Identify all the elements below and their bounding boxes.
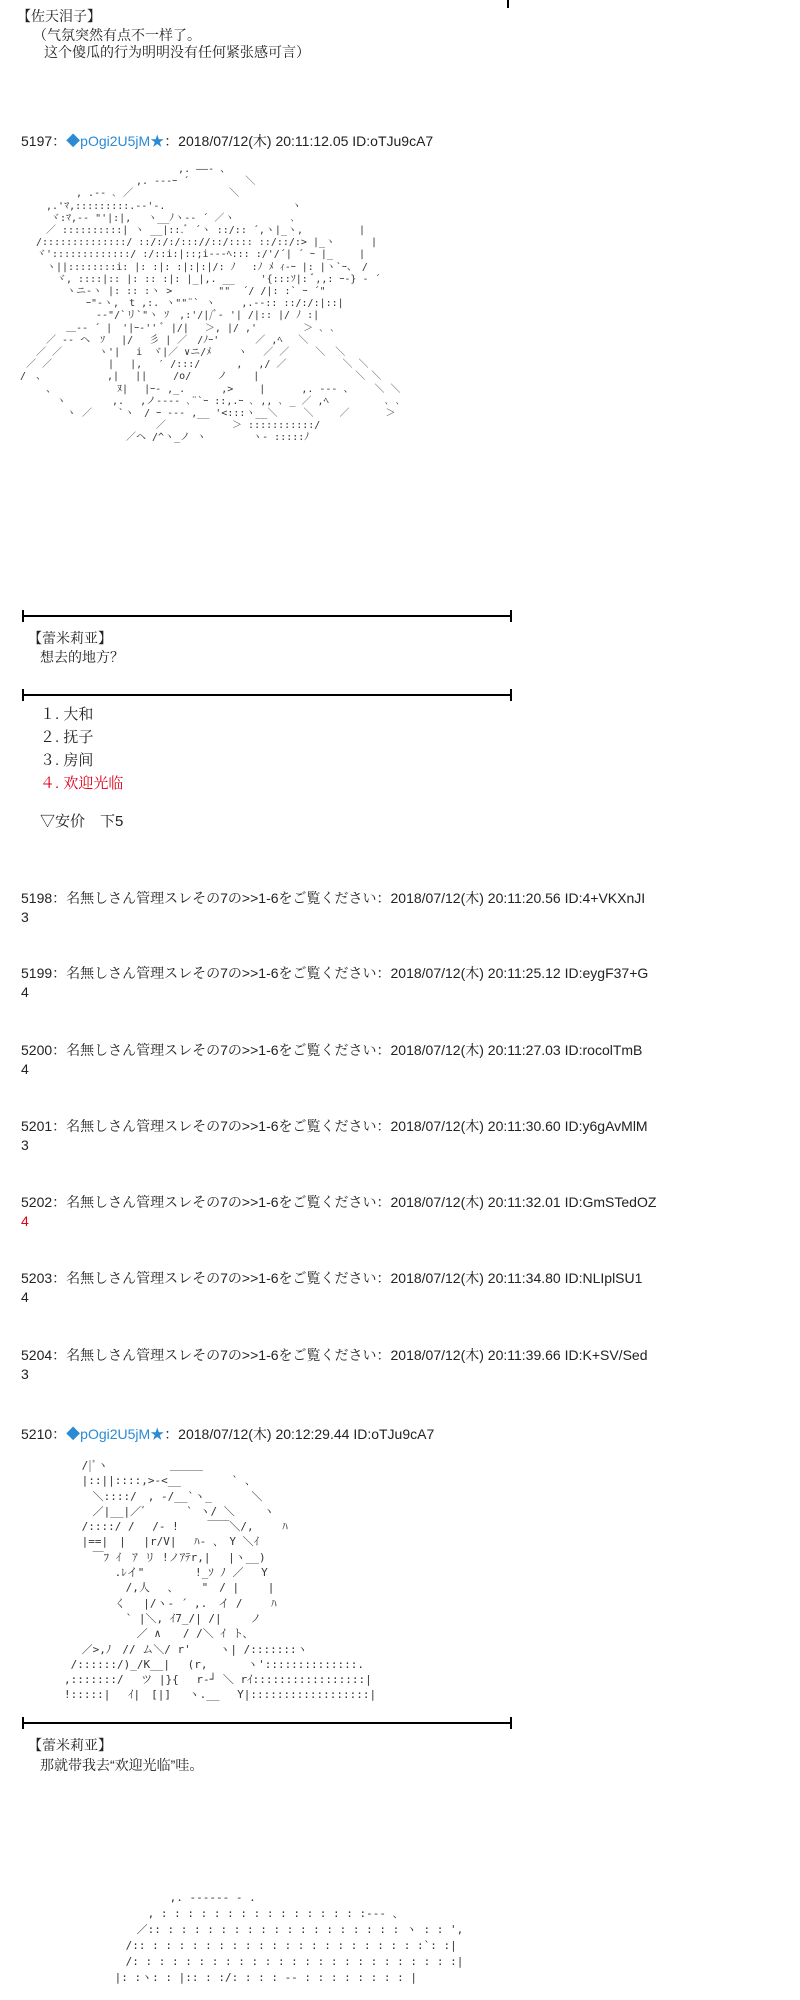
post-meta: ：2018/07/12(木) 20:11:12.05 ID:oTJu9cA7	[164, 133, 434, 149]
reply-header: 5203：名無しさん管理スレその7の>>1-6をご覧ください：2018/07/12(木) 20:11:34.80 ID:NLIplSU1	[21, 1270, 643, 1286]
divider	[22, 694, 510, 696]
choice-item: ２. 抚子	[40, 729, 94, 746]
ascii-art: ,. --‐‐‐‐ - . , : : : : : : : : : : : : : : : :‐‐‐ 、 ／:: : : : : : : : : : : : : : : : : : : ヽ : : ', /:: : : : : : : : : : : : : : : : : : : : : :`: :| /: : : : : : : : : : : : : : : : : : : : : : : : :| |: :ヽ: : |:: : :/: : : : ‐‐ : : : : : : : : |	[114, 1891, 464, 1984]
choice-item: ３. 房间	[40, 752, 94, 769]
speaker-name: 【蕾米莉亚】	[28, 630, 112, 646]
poster-name[interactable]: ◆pOgi2U5jM	[66, 1426, 151, 1442]
poster-name[interactable]: ◆pOgi2U5jM	[66, 133, 151, 149]
reply-body: 4	[21, 1213, 29, 1229]
dialogue-line: 那就带我去“欢迎光临”哇。	[40, 1757, 204, 1773]
ascii-art: /|ﾞヽ ＿＿＿ |::||::::,>‐<__ ` 、 ＼::::/ , -/__`ヽ_ ＼ ／|__|／ﾞ ` ヽ/ ＼ ヽ /::::/ / /‐ ! ￣￣＼/, ﾊ |==| | |r/V| ﾊ‐ 、 Y ＼ｲ ￣ﾌ ｲ ｱ リ !ノｱﾃr,| |ヽ__) .ﾚイ" !_ｿ ﾉ ／ Y /,人 、 " / | | く |/ヽ‐ ´ ,. イ / ﾊ ` |＼, ｲ7_/| /| ノ ／ ∧ / /＼ ｲ ト、 ／>,ﾉ // ム＼/ r' ヽ| /:::::::ヽ /::::::/)_/K__| (r, ヽ'::::::::::::::. ,:::::::/ ツ |}{ r‐┘ ＼ rｲ:::::::::::::::::| !:::::| ｲ| [|] ヽ.__ Y|::::::::::::::::::|	[63, 1459, 377, 1702]
ascii-art: ,. ——- 、 ,. ‐‐‐ｰ ´ ＼ , .-‐ ､ ／ ＼ ,.'ﾏ,:::::::::.-‐'-. ヽ ヾ:ﾏ,-‐ "'|:|, ヽ__ﾉヽ-‐ ´ ／ヽ ､ ／ ::::::::::| ヽ __|::.ﾞ ´ヽ ::/:: ´,ヽ|_ヽ, | /::::::::::::::/ ::/:/:/::://::/:::: ::/::/:> |_ヽ | ヾ':::::::::::::/ :/::i:|::;i-‐‐ﾍ::: :/'/´| ´ ｰ |_ | ヽ||::::::::i: |: :|: :|:|:|/: ﾉ :ﾉ ﾒ ｨ‐ｰ |: |ヽ`ｰ、 / ヾ, ::::|:: |: :: :|: |_|,. __ '{:::ｿ|: ﾞ,,: ｰ-} - ´ ヽニ-ヽ |: :: :ヽ > "" ´/ /|: :` ｰ ´" ｰ"-ヽ, t ,:. ヽ""¨` ヽ ,.-‐:: ::/:/:|::| -‐"/`リ`"ヽ ｿ ,:'/|/ﾞ‐ '| /|:: |/ ﾉ :| ＿-‐ ´ | '|ｰ‐'' ﾞ |/| ＞, |/ ,' ＞ ､ ､ ／ -‐ ヘ ｿ |/ 彡 | ／ /ﾉｰ' ／ ,ﾍ ＼ ／ ／ ヽ'| i ヾ|／ ∨ニ/ﾒ ヽ ／ ／ ＼ ＼ ／ ／ | |, ′ /:::/ , ,/ ／ ＼ ＼ / 、 ,| || /o/ ノ | ＼ ＼ 、 ﾇ| |ｰ- ,_. ,> | ,. --- 、 ＼ ＼ ヽ ,. ,ノ-‐‐- ､¨`ｰ ::,.ｰ ､ ,, ､ _ ／ ,ﾍ ､ ､ ヽ ／ `ヽ / ｰ ‐‐‐ ,__ '<:::ヽ__＼ ＼ ／ ＞ ／ ＞ :::::::::::/ ／ヘ /^ヽ_ノ ヽ ヽ‐ :::::ﾉ	[20, 164, 401, 444]
divider	[22, 615, 510, 617]
reply-header: 5204：名無しさん管理スレその7の>>1-6をご覧ください：2018/07/12(木) 20:11:39.66 ID:K+SV/Sed	[21, 1347, 648, 1363]
reply-header: 5199：名無しさん管理スレその7の>>1-6をご覧ください：2018/07/12(木) 20:11:25.12 ID:eygF37+G	[21, 965, 649, 981]
reply-body: 3	[21, 909, 29, 925]
divider	[22, 1722, 510, 1724]
star-icon: ★	[150, 1426, 165, 1442]
post-number: 5197：	[21, 133, 67, 149]
reply-body: 4	[21, 984, 29, 1000]
divider-tick	[507, 0, 509, 8]
reply-header: 5198：名無しさん管理スレその7の>>1-6をご覧ください：2018/07/12(木) 20:11:20.56 ID:4+VKXnJI	[21, 890, 646, 906]
speaker-name: 【蕾米莉亚】	[28, 1737, 112, 1753]
reply-body: 4	[21, 1289, 29, 1305]
reply-header: 5202：名無しさん管理スレその7の>>1-6をご覧ください：2018/07/12(木) 20:11:32.01 ID:GmSTedOZ	[21, 1194, 657, 1210]
post-meta: ：2018/07/12(木) 20:12:29.44 ID:oTJu9cA7	[164, 1426, 435, 1442]
post-number: 5210：	[21, 1426, 67, 1442]
choice-item-selected: ４. 欢迎光临	[40, 775, 124, 792]
post-header	[21, 131, 433, 151]
speaker-name: 【佐天泪子】	[17, 8, 101, 24]
dialogue-line: 这个傻瓜的行为明明没有任何紧张感可言）	[44, 44, 310, 60]
vote-instruction: ▽安价 下5	[40, 813, 124, 830]
star-icon: ★	[150, 133, 165, 149]
post-header	[21, 1424, 434, 1444]
choice-item: １. 大和	[40, 706, 94, 723]
dialogue-line: 想去的地方？	[40, 649, 124, 665]
reply-header: 5200：名無しさん管理スレその7の>>1-6をご覧ください：2018/07/12(木) 20:11:27.03 ID:rocolTmB	[21, 1042, 643, 1058]
dialogue-line: （气氛突然有点不一样了。	[33, 27, 201, 43]
reply-body: 3	[21, 1137, 29, 1153]
reply-header: 5201：名無しさん管理スレその7の>>1-6をご覧ください：2018/07/12(木) 20:11:30.60 ID:y6gAvMlM	[21, 1118, 648, 1134]
reply-body: 3	[21, 1366, 29, 1382]
reply-body: 4	[21, 1061, 29, 1077]
